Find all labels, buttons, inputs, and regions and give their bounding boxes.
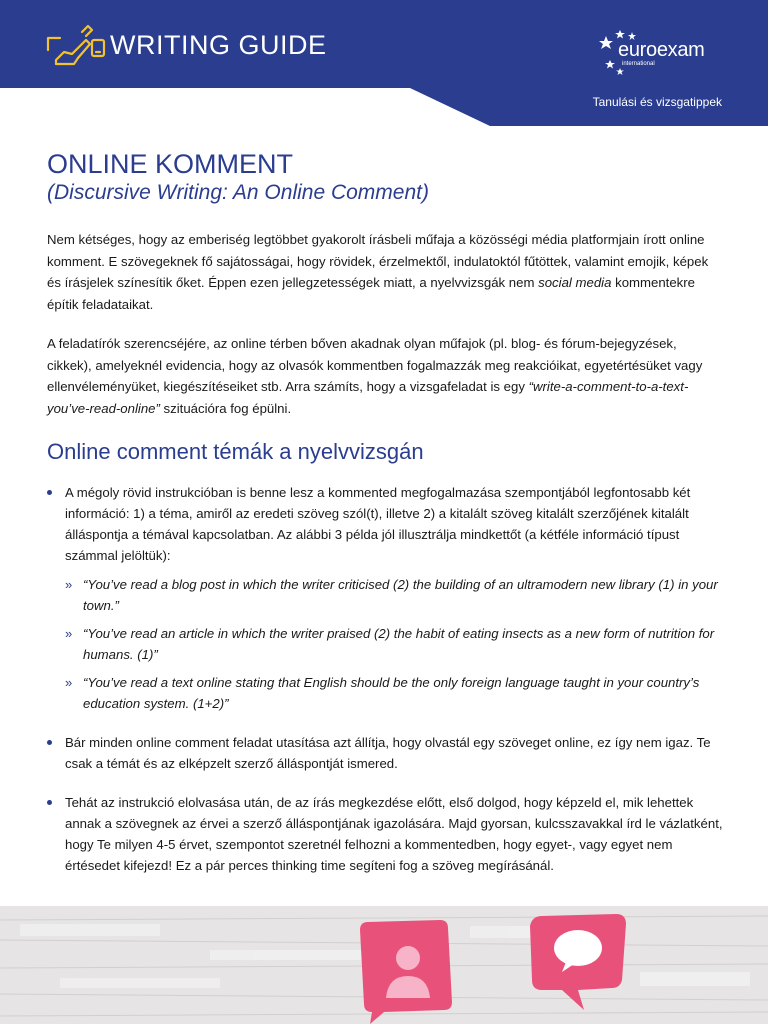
header-band xyxy=(0,0,768,126)
bullet-text: A mégoly rövid instrukcióban is benne lesz a kommented megfogalmazása szempontjából legfontosabb két információ: 1) a téma, amiről az eredeti szöveg szól(t), illetve 2) a kitalált szöveg kitalált szerzőjének kitalált álláspontja a témával kapcsolatban. Az alábbi 3 példa jól illusztrálja mindkettőt (a kétféle információ típust számmal jelöltük): xyxy=(65,485,691,563)
bullet-text: Tehát az instrukció elolvasása után, de az írás megkezdése előtt, első dolgod, hogy képzeld el, mik lehettek annak a szövegnek az érvei a szerző álláspontjának igazolására. Majd gyorsan, kulcsszavakkal írd le vázlatként, hogy Te milyen 4-5 érvet, szempontot szeretnél felhozni a kommentedben, hogy egyet-, vagy egyet nem értésedet kifejezd! Ez a pár perces thinking time segíteni fog a szöveg megírásánál. xyxy=(65,795,723,873)
example-list xyxy=(65,574,725,714)
intro-text-a: Nem kétséges, hogy az emberiség legtöbbet gyakorolt írásbeli műfaja a közösségi média platformjain írott online komment. E szövegeknek fő sajátosságai, hogy rövidek, érzelmektől, indulatoktól fűtöttek, valamint emojik, képek és írásjelek színesítik őket. Éppen ezen jellegzetességek miatt, a nyelvvizsgák nem xyxy=(47,232,709,290)
bullet-dot-icon xyxy=(47,800,52,805)
document-body xyxy=(47,148,725,876)
footer-illustration xyxy=(0,906,768,1024)
example-item xyxy=(65,623,725,665)
example-item xyxy=(65,574,725,616)
section-heading: Online comment témák a nyelvvizsgán xyxy=(47,439,424,464)
logo-text: euroexam xyxy=(618,39,705,61)
bullet-dot-icon xyxy=(47,490,52,495)
header-title: WRITING GUIDE xyxy=(110,30,327,60)
bullet-item xyxy=(47,482,725,714)
example-text: “You’ve read a text online stating that English should be the only foreign language taught in your country’s education system. (1+2)” xyxy=(83,675,700,711)
bullet-item xyxy=(47,792,725,876)
bullet-list xyxy=(47,482,725,876)
chevron-double-right-icon: » xyxy=(65,675,73,690)
intro-paragraph xyxy=(47,229,725,315)
second-paragraph xyxy=(47,333,725,419)
logo-subtext: international xyxy=(622,61,655,67)
intro-text-b: kommentekre építik feladataikat. xyxy=(47,275,695,312)
bullet-dot-icon xyxy=(47,740,52,745)
document-subtitle: (Discursive Writing: An Online Comment) xyxy=(47,181,429,204)
second-text-a: A feladatírók szerencséjére, az online térben bőven akadnak olyan műfajok (pl. blog- és fórum-bejegyzések, cikkek), amelyeknél evidencia, hogy az olvasók kommentben fogalmazzák meg reakcióikat, egyetértésüket vagy ellenvéleményüket, kiegészítéseiket stb. Arra számíts, hogy a vizsgafeladat is egy xyxy=(47,336,703,394)
chevron-double-right-icon: » xyxy=(65,577,73,592)
document-title: ONLINE KOMMENT xyxy=(47,149,294,179)
second-text-b: szituációra fog épülni. xyxy=(159,400,292,416)
bullet-item xyxy=(47,732,725,774)
chevron-double-right-icon: » xyxy=(65,626,73,641)
second-text-italic: “write-a-comment-to-a-text-you’ve-read-online” xyxy=(47,379,689,416)
example-item xyxy=(65,672,725,714)
header-tagline: Tanulási és vizsgatippek xyxy=(592,95,722,109)
chat-bubble-user-icon xyxy=(360,920,452,1024)
bullet-text: Bár minden online comment feladat utasítása azt állítja, hogy olvastál egy szöveget online, ez így nem igaz. Te csak a témát és az elképzelt szerző álláspontját ismered. xyxy=(65,735,711,771)
example-text: “You’ve read a blog post in which the writer criticised (2) the building of an ultramodern new library (1) in your town.” xyxy=(83,577,718,613)
intro-text-italic: social media xyxy=(538,275,612,290)
example-text: “You’ve read an article in which the writer praised (2) the habit of eating insects as a new form of nutrition for humans. (1)” xyxy=(83,626,715,662)
